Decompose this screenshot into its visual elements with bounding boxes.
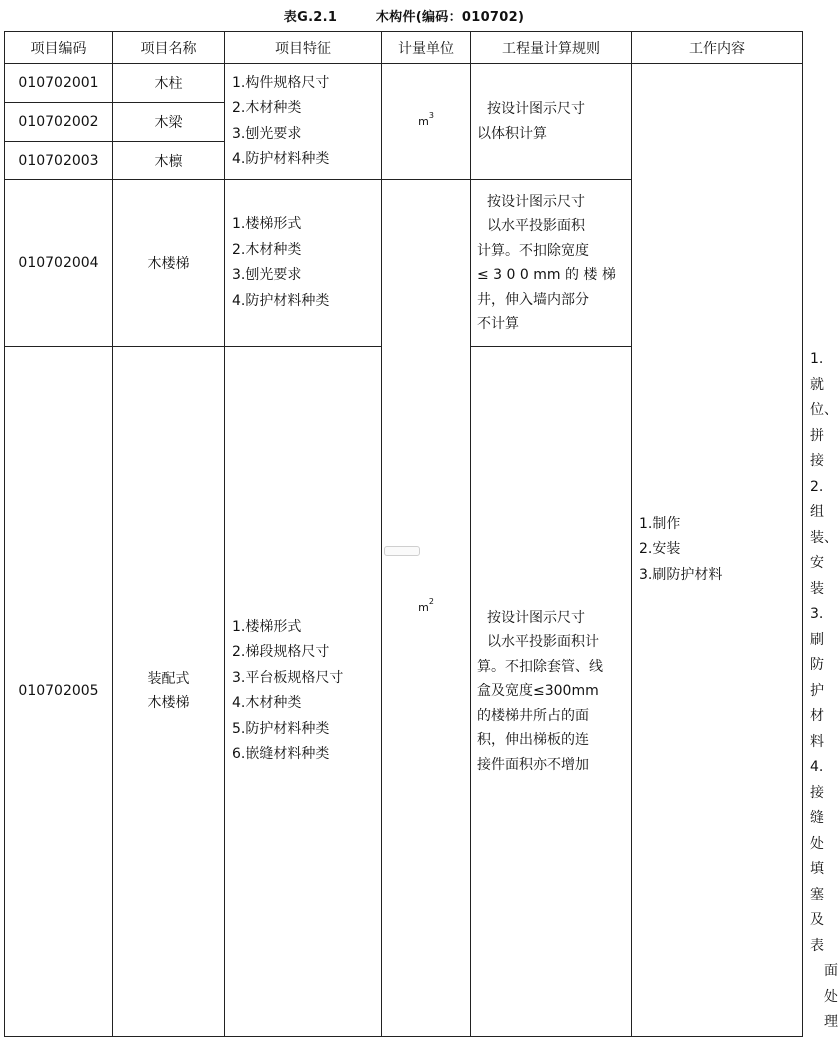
features-cell: 1.构件规格尺寸 2.木材种类 3.刨光要求 4.防护材料种类 [225, 64, 382, 180]
rule-cell: 按设计图示尺寸 以水平投影面积 计算。不扣除宽度 ≤ 3 0 0 mm 的 楼 梯 井，伸入墙内部分 不计算 [471, 180, 632, 347]
wood-components-table [4, 31, 838, 1037]
unit-cell: $m^2$ [382, 180, 471, 1037]
item-name: 装配式 木楼梯 [113, 347, 225, 1037]
rule-cell: 按设计图示尺寸 以体积计算 [471, 64, 632, 180]
item-name: 木柱 [113, 64, 225, 103]
item-name: 木檩 [113, 142, 225, 180]
header-work: 工作内容 [632, 32, 803, 64]
work-cell: 1.制作 2.安装 3.刷防护材料 [632, 64, 803, 1037]
scroll-tab[interactable] [384, 546, 420, 556]
table-title: 表G.2.1 木构件(编码：010702) [283, 10, 525, 25]
unit-cell: $m^3$ [382, 64, 471, 180]
header-name: 项目名称 [113, 32, 225, 64]
item-code: 010702005 [5, 347, 113, 1037]
item-name: 木楼梯 [113, 180, 225, 347]
header-code: 项目编码 [5, 32, 113, 64]
table-row [5, 64, 803, 103]
header-features: 项目特征 [225, 32, 382, 64]
rule-cell: 按设计图示尺寸 以水平投影面积计 算。不扣除套管、线 盒及宽度≤300mm 的楼梯井所占的面 积，伸出梯板的连 接件面积亦不增加 [471, 347, 632, 1037]
item-code: 010702003 [5, 142, 113, 180]
item-name: 木梁 [113, 103, 225, 142]
features-cell: 1.楼梯形式 2.梯段规格尺寸 3.平台板规格尺寸 4.木材种类 5.防护材料种类 6.嵌缝材料种类 [225, 347, 382, 1037]
header-unit: 计量单位 [382, 32, 471, 64]
header-row [5, 32, 803, 64]
item-code: 010702004 [5, 180, 113, 347]
table-row: 010702005 装配式 木楼梯 1.楼梯形式 2.梯段规格尺寸 3.平台板规格尺寸 4.木材种类 5.防护材料种类 6.嵌缝材料种类 按设计图示尺寸 以水平投影面积计 算。不扣除套管、线 盒及宽度≤300mm 的楼梯井所占的面 积，伸出梯板的连 接件面积亦不增加 1.就位、拼接 2.组装、安装 3.刷防护材料 4.接缝处填塞及表 面处理 [5, 347, 803, 1037]
item-code: 010702002 [5, 103, 113, 142]
header-rule: 工程量计算规则 [471, 32, 632, 64]
item-code: 010702001 [5, 64, 113, 103]
features-cell: 1.楼梯形式 2.木材种类 3.刨光要求 4.防护材料种类 [225, 180, 382, 347]
